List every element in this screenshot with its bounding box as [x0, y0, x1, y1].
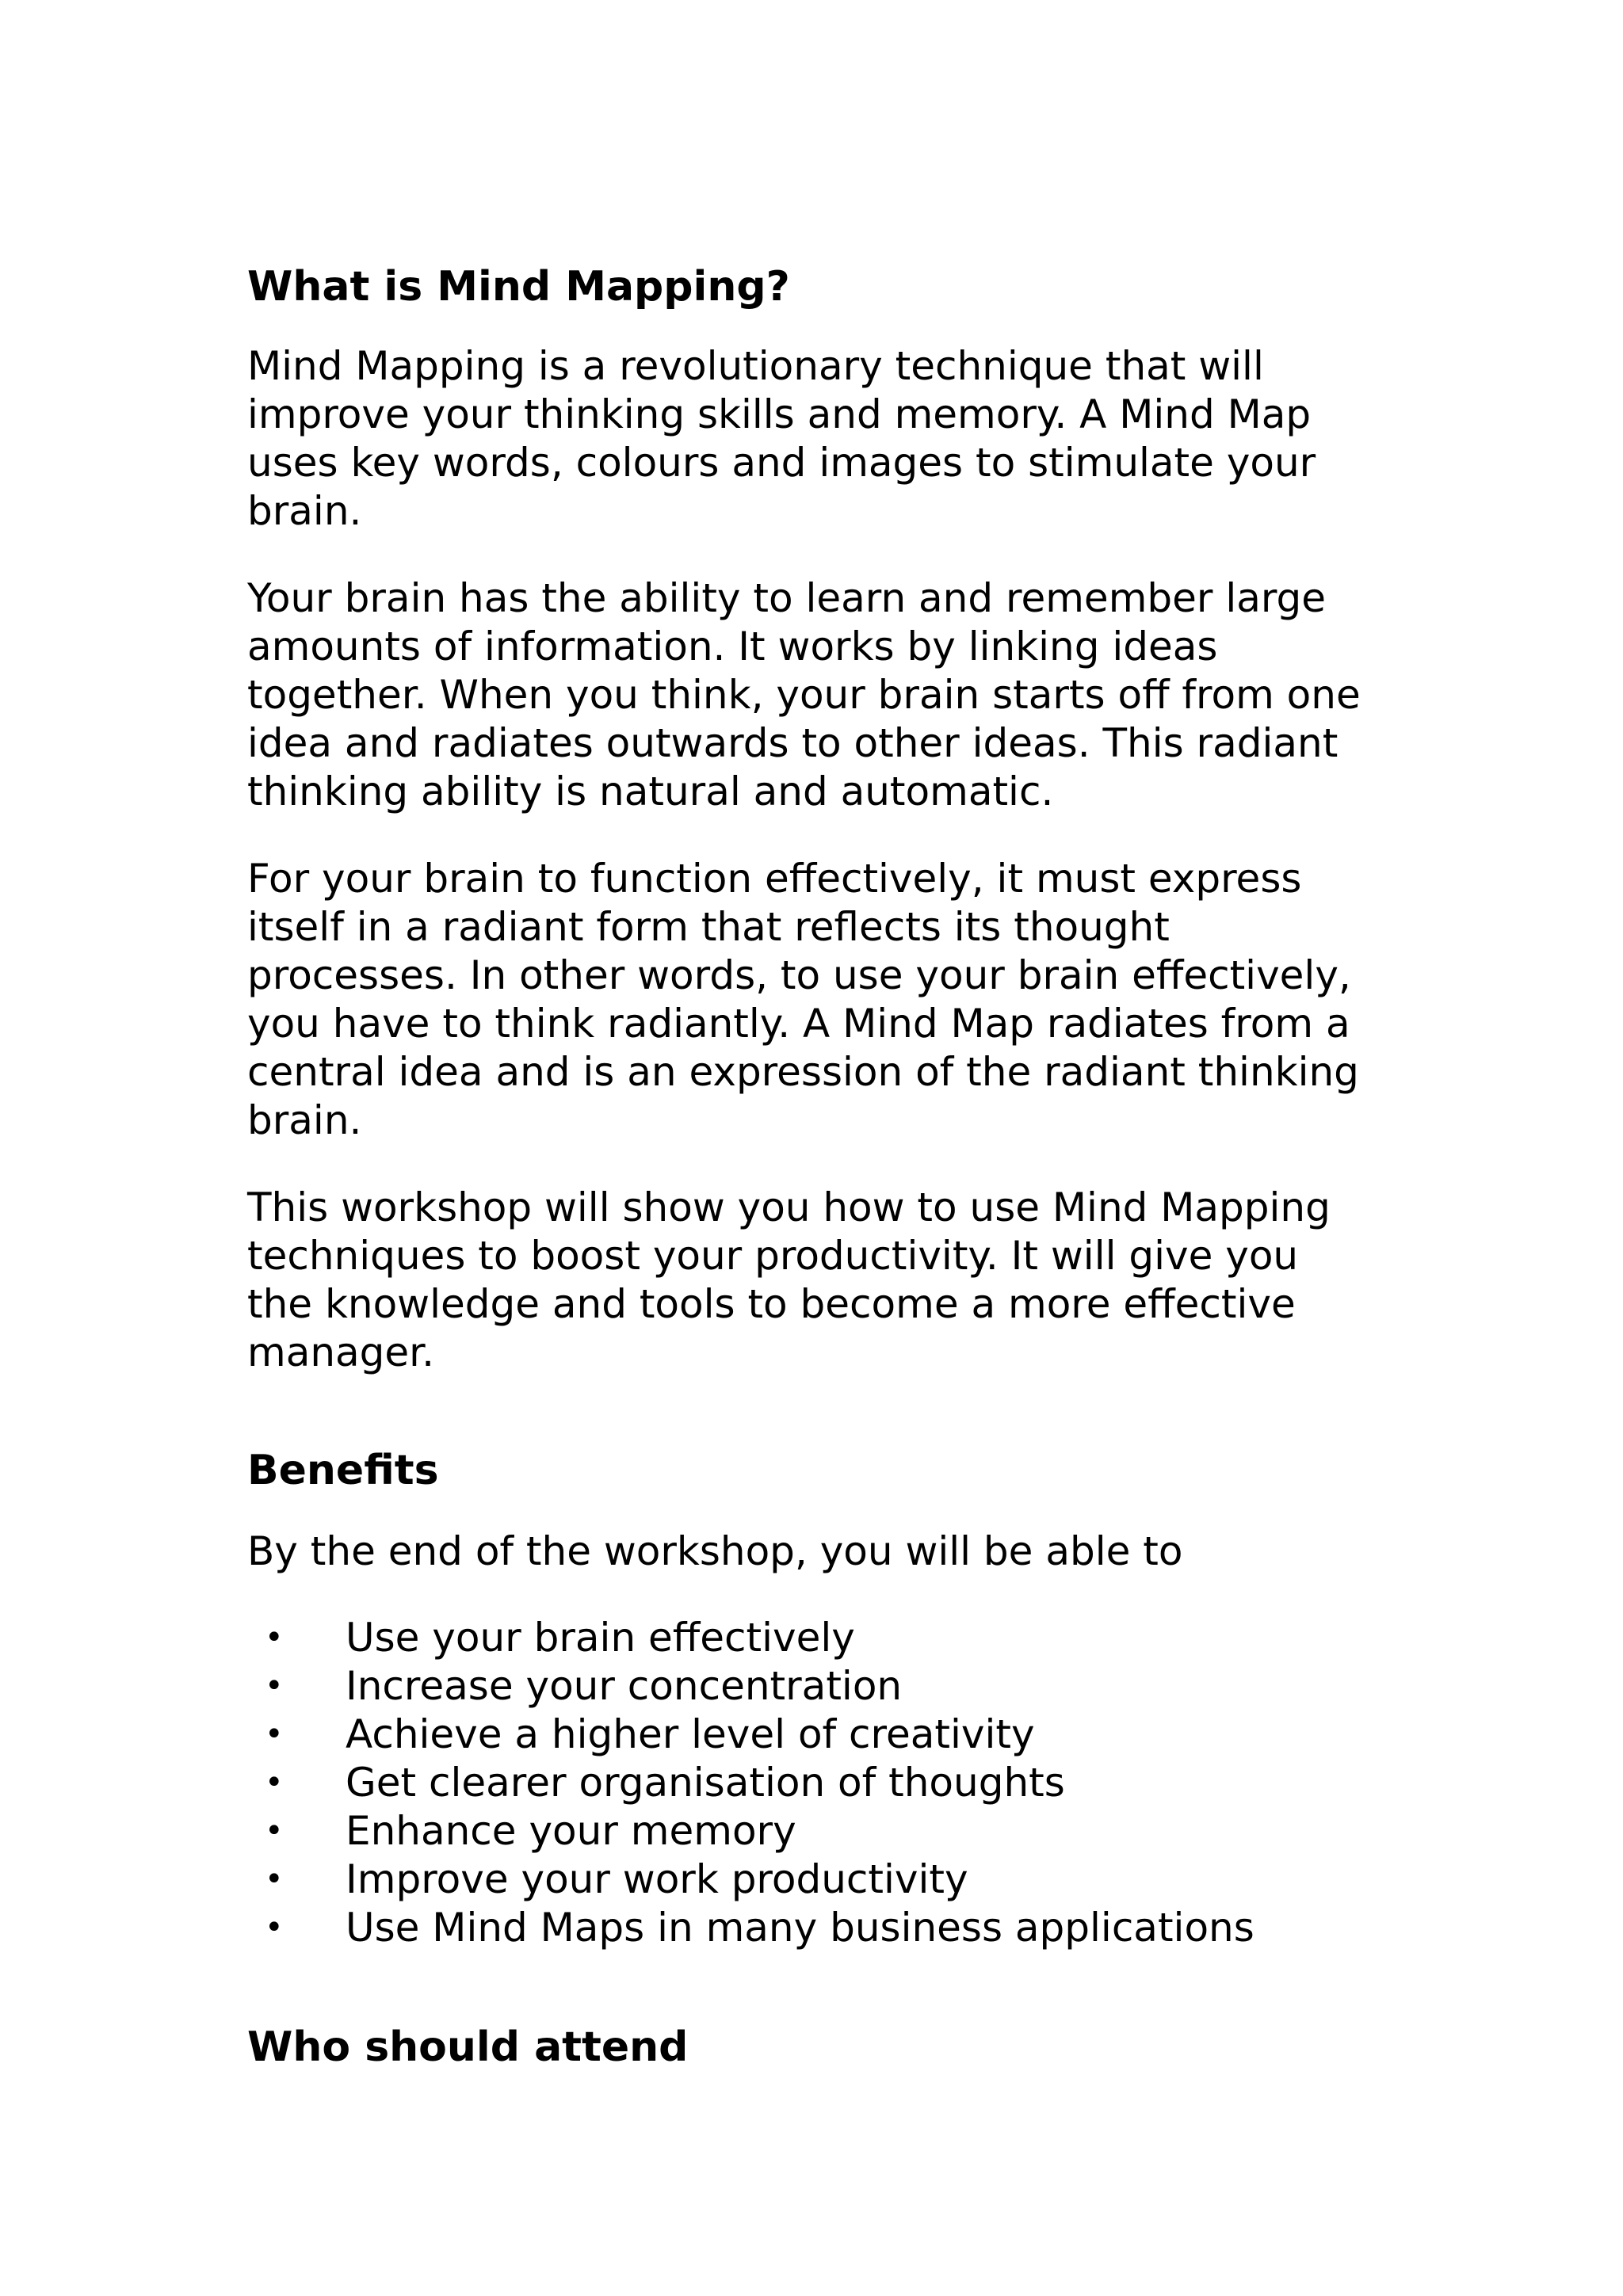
list-item-text: Get clearer organisation of thoughts — [346, 1760, 1065, 1806]
document-page — [247, 261, 1404, 2073]
list-item — [247, 1807, 1404, 1855]
list-item-text: Increase your concentration — [346, 1663, 903, 1709]
bullet-icon: • — [265, 1813, 284, 1849]
heading-benefits: Benefits — [247, 1447, 439, 1494]
paragraph-radiant-thinking: For your brain to function effectively, it must express itself in a radiant form that reflects its thought processes. In other words, to use your brain effectively, you have to think radiantly. A Mind Map radiates from a central idea and is an expression of the radiant thinking brain. — [247, 856, 1359, 1143]
bullet-icon: • — [265, 1909, 284, 1946]
list-item — [247, 1614, 1404, 1662]
list-item — [247, 1711, 1404, 1759]
list-item-text: Use your brain effectively — [346, 1615, 855, 1661]
bullet-icon: • — [265, 1861, 284, 1897]
list-item — [247, 1662, 1404, 1711]
benefits-list — [247, 1614, 1404, 1952]
bullet-icon: • — [265, 1716, 284, 1753]
list-item-text: Enhance your memory — [346, 1808, 796, 1854]
paragraph-brain-ability: Your brain has the ability to learn and remember large amounts of information. It works by linking ideas together. When you think, your brain starts off from one idea and radiates outwards to other ideas. This radiant thinking ability is natural and automatic. — [247, 575, 1361, 814]
list-item — [247, 1904, 1404, 1952]
list-item-text: Improve your work productivity — [346, 1856, 968, 1902]
bullet-icon: • — [265, 1764, 284, 1801]
paragraph-workshop: This workshop will show you how to use Mind Mapping techniques to boost your productivity. It will give you the knowledge and tools to become a more effective manager. — [247, 1184, 1331, 1375]
heading-what-is-mind-mapping: What is Mind Mapping? — [247, 263, 790, 311]
list-item-text: Achieve a higher level of creativity — [346, 1711, 1035, 1757]
paragraph-intro: Mind Mapping is a revolutionary technique that will improve your thinking skills and memory. A Mind Map uses key words, colours and images to stimulate your brain. — [247, 343, 1316, 534]
list-item — [247, 1855, 1404, 1904]
list-item — [247, 1759, 1404, 1807]
bullet-icon: • — [265, 1668, 284, 1704]
list-item-text: Use Mind Maps in many business applications — [346, 1905, 1254, 1951]
paragraph-benefits-intro: By the end of the workshop, you will be able to — [247, 1528, 1183, 1574]
heading-who-should-attend: Who should attend — [247, 2023, 689, 2071]
bullet-icon: • — [265, 1619, 284, 1656]
